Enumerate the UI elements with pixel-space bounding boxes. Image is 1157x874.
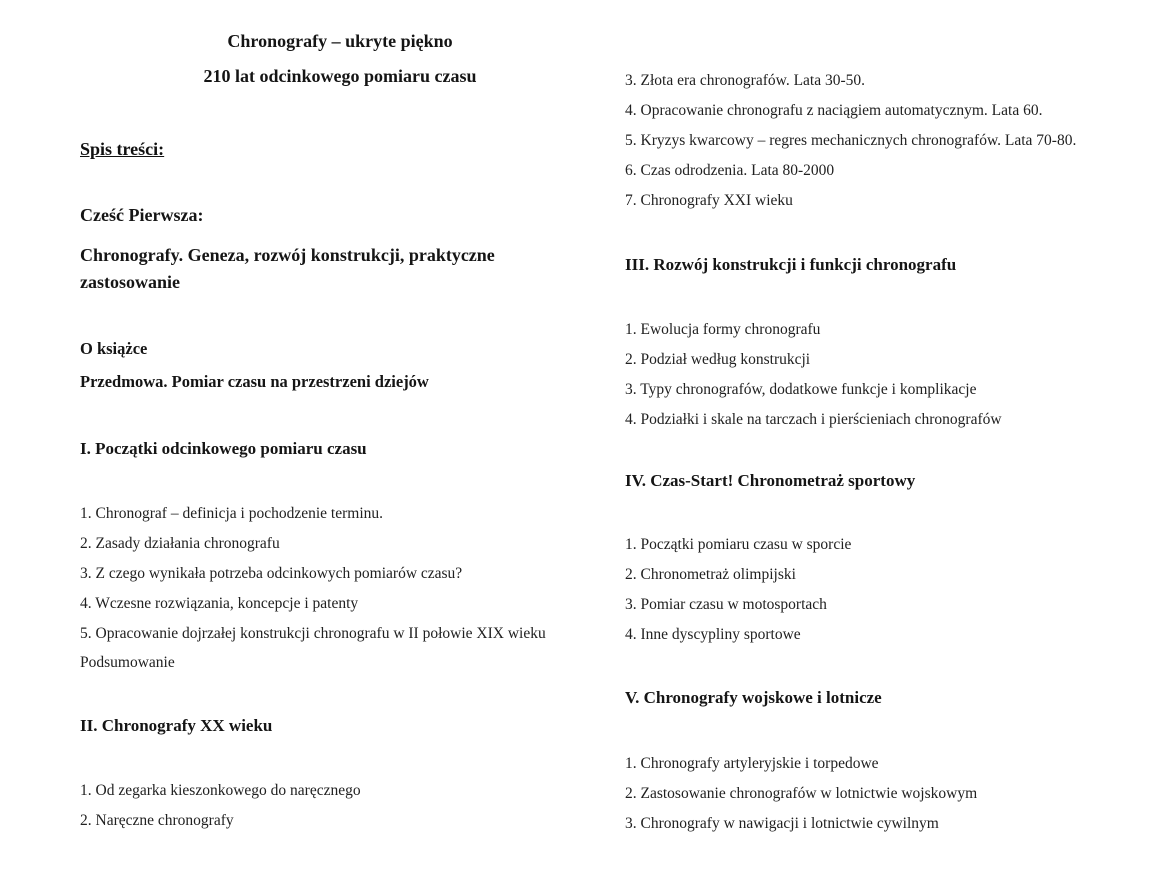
toc-item: 1. Początki pomiaru czasu w sporcie (625, 536, 852, 553)
toc-item: 2. Zasady działania chronografu (80, 535, 280, 552)
chapter-1-heading: I. Początki odcinkowego pomiaru czasu (80, 439, 367, 458)
toc-item: 5. Opracowanie dojrzałej konstrukcji chronografu w II połowie XIX wieku (80, 625, 546, 642)
toc-item: 3. Chronografy w nawigacji i lotnictwie cywilnym (625, 815, 939, 832)
book-title-line2: 210 lat odcinkowego pomiaru czasu (203, 66, 477, 86)
toc-item: 6. Czas odrodzenia. Lata 80-2000 (625, 162, 835, 179)
toc-item: 2. Podział według konstrukcji (625, 351, 811, 368)
toc-item: 4. Wczesne rozwiązania, koncepcje i patenty (80, 595, 359, 612)
chapter-2-heading: II. Chronografy XX wieku (80, 716, 273, 735)
toc-item: 4. Inne dyscypliny sportowe (625, 626, 801, 643)
part-one-title: Chronografy. Geneza, rozwój konstrukcji, praktyczne zastosowanie (80, 245, 495, 292)
chapter-4-heading: IV. Czas-Start! Chronometraż sportowy (625, 471, 916, 490)
toc-item: 3. Złota era chronografów. Lata 30-50. (625, 72, 866, 89)
toc-item: 2. Chronometraż olimpijski (625, 566, 796, 583)
book-title-line1: Chronografy – ukryte piękno (227, 31, 453, 51)
chapter-3-heading: III. Rozwój konstrukcji i funkcji chronografu (625, 255, 957, 274)
part-one-label: Cześć Pierwsza: (80, 205, 204, 225)
toc-item: 7. Chronografy XXI wieku (625, 192, 793, 209)
toc-heading: Spis treści: (80, 139, 165, 159)
toc-item: 4. Podziałki i skale na tarczach i pierścieniach chronografów (625, 411, 1002, 428)
toc-item: 1. Chronografy artyleryjskie i torpedowe (625, 755, 879, 772)
toc-item: 1. Od zegarka kieszonkowego do naręcznego (80, 782, 361, 799)
toc-entry-about-book: O książce (80, 339, 148, 358)
toc-item: 1. Ewolucja formy chronografu (625, 321, 821, 338)
toc-item: 3. Pomiar czasu w motosportach (625, 596, 827, 613)
toc-item: 3. Z czego wynikała potrzeba odcinkowych pomiarów czasu? (80, 565, 463, 582)
toc-item: 1. Chronograf – definicja i pochodzenie terminu. (80, 505, 384, 522)
toc-item-summary: Podsumowanie (80, 654, 175, 671)
toc-entry-foreword: Przedmowa. Pomiar czasu na przestrzeni dziejów (80, 372, 429, 391)
toc-item: 5. Kryzys kwarcowy – regres mechanicznych chronografów. Lata 70-80. (625, 132, 1077, 149)
right-page-column (625, 0, 1125, 874)
toc-item: 2. Zastosowanie chronografów w lotnictwie wojskowym (625, 785, 978, 802)
chapter-5-heading: V. Chronografy wojskowe i lotnicze (625, 688, 882, 707)
left-page-column (80, 0, 600, 874)
toc-item: 2. Naręczne chronografy (80, 812, 234, 829)
toc-item: 3. Typy chronografów, dodatkowe funkcje i komplikacje (625, 381, 977, 398)
toc-item: 4. Opracowanie chronografu z naciągiem automatycznym. Lata 60. (625, 102, 1043, 119)
